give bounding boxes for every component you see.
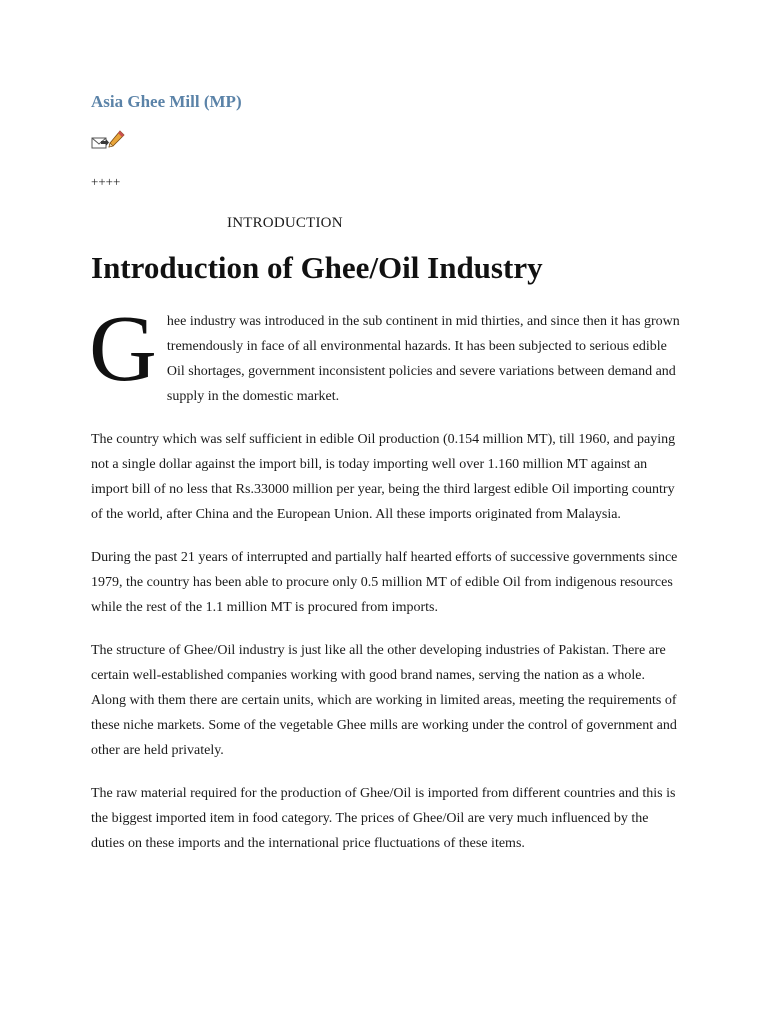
paragraph-2: The country which was self sufficient in edible Oil production (0.154 million MT), till 1960, and paying not a single dollar against the import bill, is today importing well over 1.160 million MT against an import bill of no less that Rs.33000 million per year, being the third largest edible Oil importing country of the world, after China and the European Union. All these imports originated from Malaysia. (91, 432, 676, 522)
drop-cap-letter: G (89, 297, 157, 401)
article-body (89, 297, 681, 874)
paragraph-1 (89, 297, 681, 409)
site-title-link[interactable]: Asia Ghee Mill (MP) (91, 92, 242, 111)
paragraph-4: The structure of Ghee/Oil industry is just like all the other developing industries of Pakistan. There are certain well-established companies working with good brand names, serving the nation as a whole. Along with them there are certain units, which are working in limited areas, meeting the requirements of these niche markets. Some of the vegetable Ghee mills are working under the control of government and other are held privately. (91, 643, 677, 758)
section-label: INTRODUCTION (227, 215, 343, 231)
plus-marker-text: ++++ (91, 174, 121, 189)
paragraph-1-text: hee industry was introduced in the sub continent in mid thirties, and since then it has grown tremendously in face of all environmental hazards. It has been subjected to serious edible Oil shortages, government inconsistent policies and severe variations between demand and supply in the domestic market. (166, 314, 680, 404)
paragraph-5: The raw material required for the production of Ghee/Oil is imported from different countries and this is the biggest imported item in food category. The prices of Ghee/Oil are very much influenced by the duties on these imports and the international price fluctuations of these items. (91, 786, 676, 851)
pencil-icon[interactable] (107, 130, 125, 150)
article-heading: Introduction of Ghee/Oil Industry (91, 250, 543, 285)
icon-row (91, 130, 125, 152)
paragraph-3: During the past 21 years of interrupted and partially half hearted efforts of successive governments since 1979, the country has been able to procure only 0.5 million MT of edible Oil from indigenous resources while the rest of the 1.1 million MT is procured from imports. (91, 550, 678, 615)
